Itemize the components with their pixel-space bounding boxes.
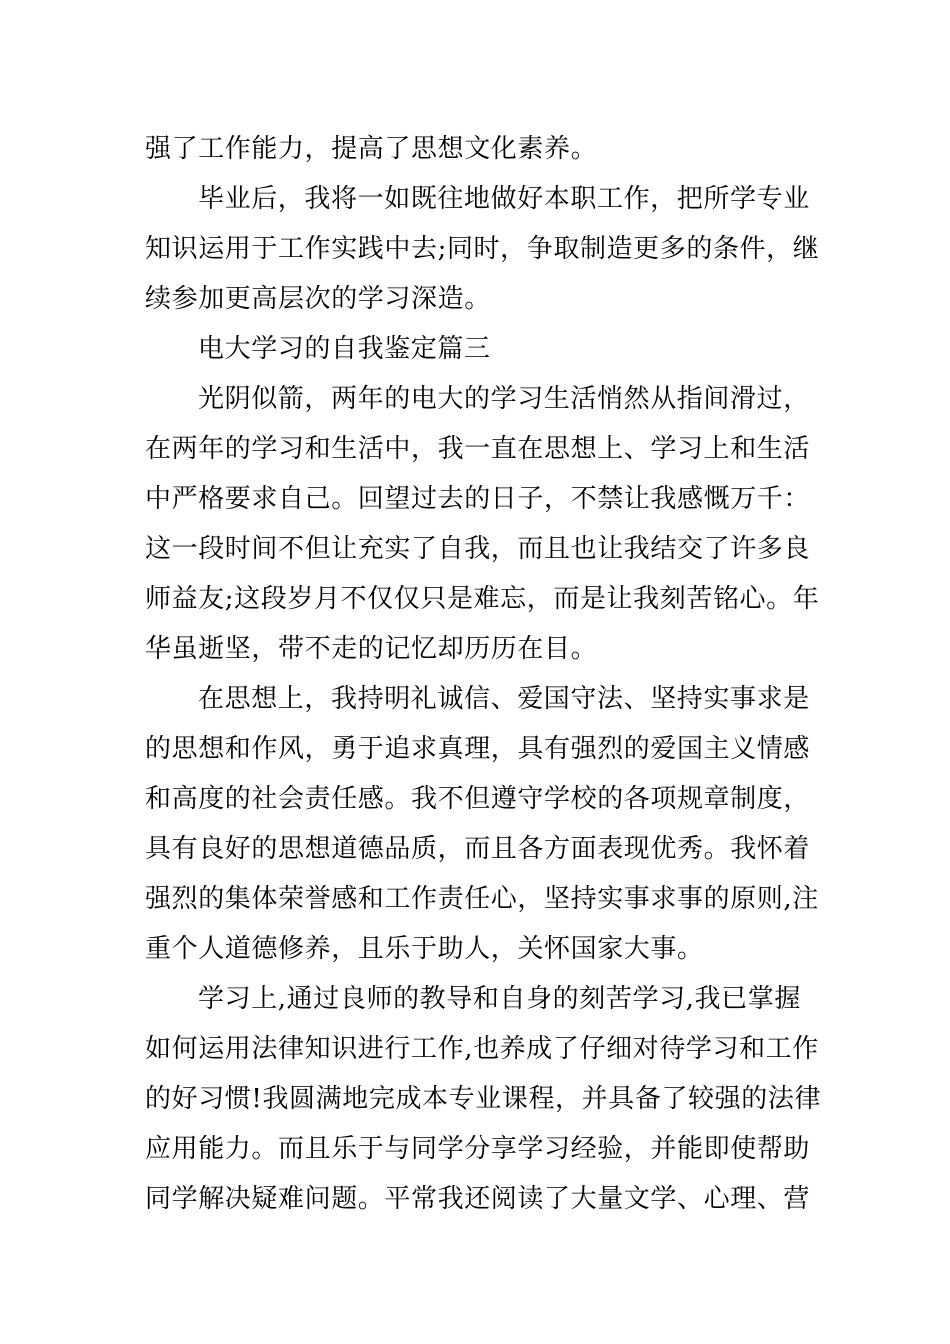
text-line: 中严格要求自己。回望过去的日子，不禁让我感慨万千：: [145, 484, 811, 514]
paragraph-start: 在思想上，我持明礼诚信、爱国守法、坚持实事求是: [198, 684, 810, 714]
text-line: 应用能力。而且乐于与同学分享学习经验，并能即使帮助: [145, 1134, 811, 1164]
text-line: 师益友;这段岁月不仅仅只是难忘，而是让我刻苦铭心。年: [145, 584, 820, 614]
text-line: 华虽逝坚，带不走的记忆却历历在目。: [145, 634, 598, 664]
text-line: 具有良好的思想道德品质，而且各方面表现优秀。我怀着: [145, 834, 811, 864]
paragraph-start: 光阴似箭，两年的电大的学习生活悄然从指间滑过，: [198, 384, 810, 414]
text-line: 如何运用法律知识进行工作,也养成了仔细对待学习和工作: [145, 1034, 819, 1064]
text-line: 续参加更高层次的学习深造。: [145, 284, 491, 314]
text-line: 知识运用于工作实践中去;同时，争取制造更多的条件，继: [145, 234, 820, 264]
paragraph-start: 毕业后，我将一如既往地做好本职工作，把所学专业: [198, 184, 810, 214]
text-line: 在两年的学习和生活中，我一直在思想上、学习上和生活: [145, 434, 811, 464]
text-line: 重个人道德修养，且乐于助人，关怀国家大事。: [145, 934, 704, 964]
text-line: 同学解决疑难问题。平常我还阅读了大量文学、心理、营: [145, 1184, 811, 1214]
text-line: 的思想和作风，勇于追求真理，具有强烈的爱国主义情感: [145, 734, 811, 764]
paragraph-start: 学习上,通过良师的教导和自身的刻苦学习,我已掌握: [198, 984, 801, 1014]
text-line: 强了工作能力，提高了思想文化素养。: [145, 134, 598, 164]
section-heading: 电大学习的自我鉴定篇三: [198, 334, 491, 364]
text-line: 强烈的集体荣誉感和工作责任心，坚持实事求事的原则,注: [145, 884, 819, 914]
text-line: 这一段时间不但让充实了自我，而且也让我结交了许多良: [145, 534, 811, 564]
text-line: 和高度的社会责任感。我不但遵守学校的各项规章制度，: [145, 784, 811, 814]
text-line: 的好习惯!我圆满地完成本专业课程，并具备了较强的法律: [145, 1084, 822, 1114]
